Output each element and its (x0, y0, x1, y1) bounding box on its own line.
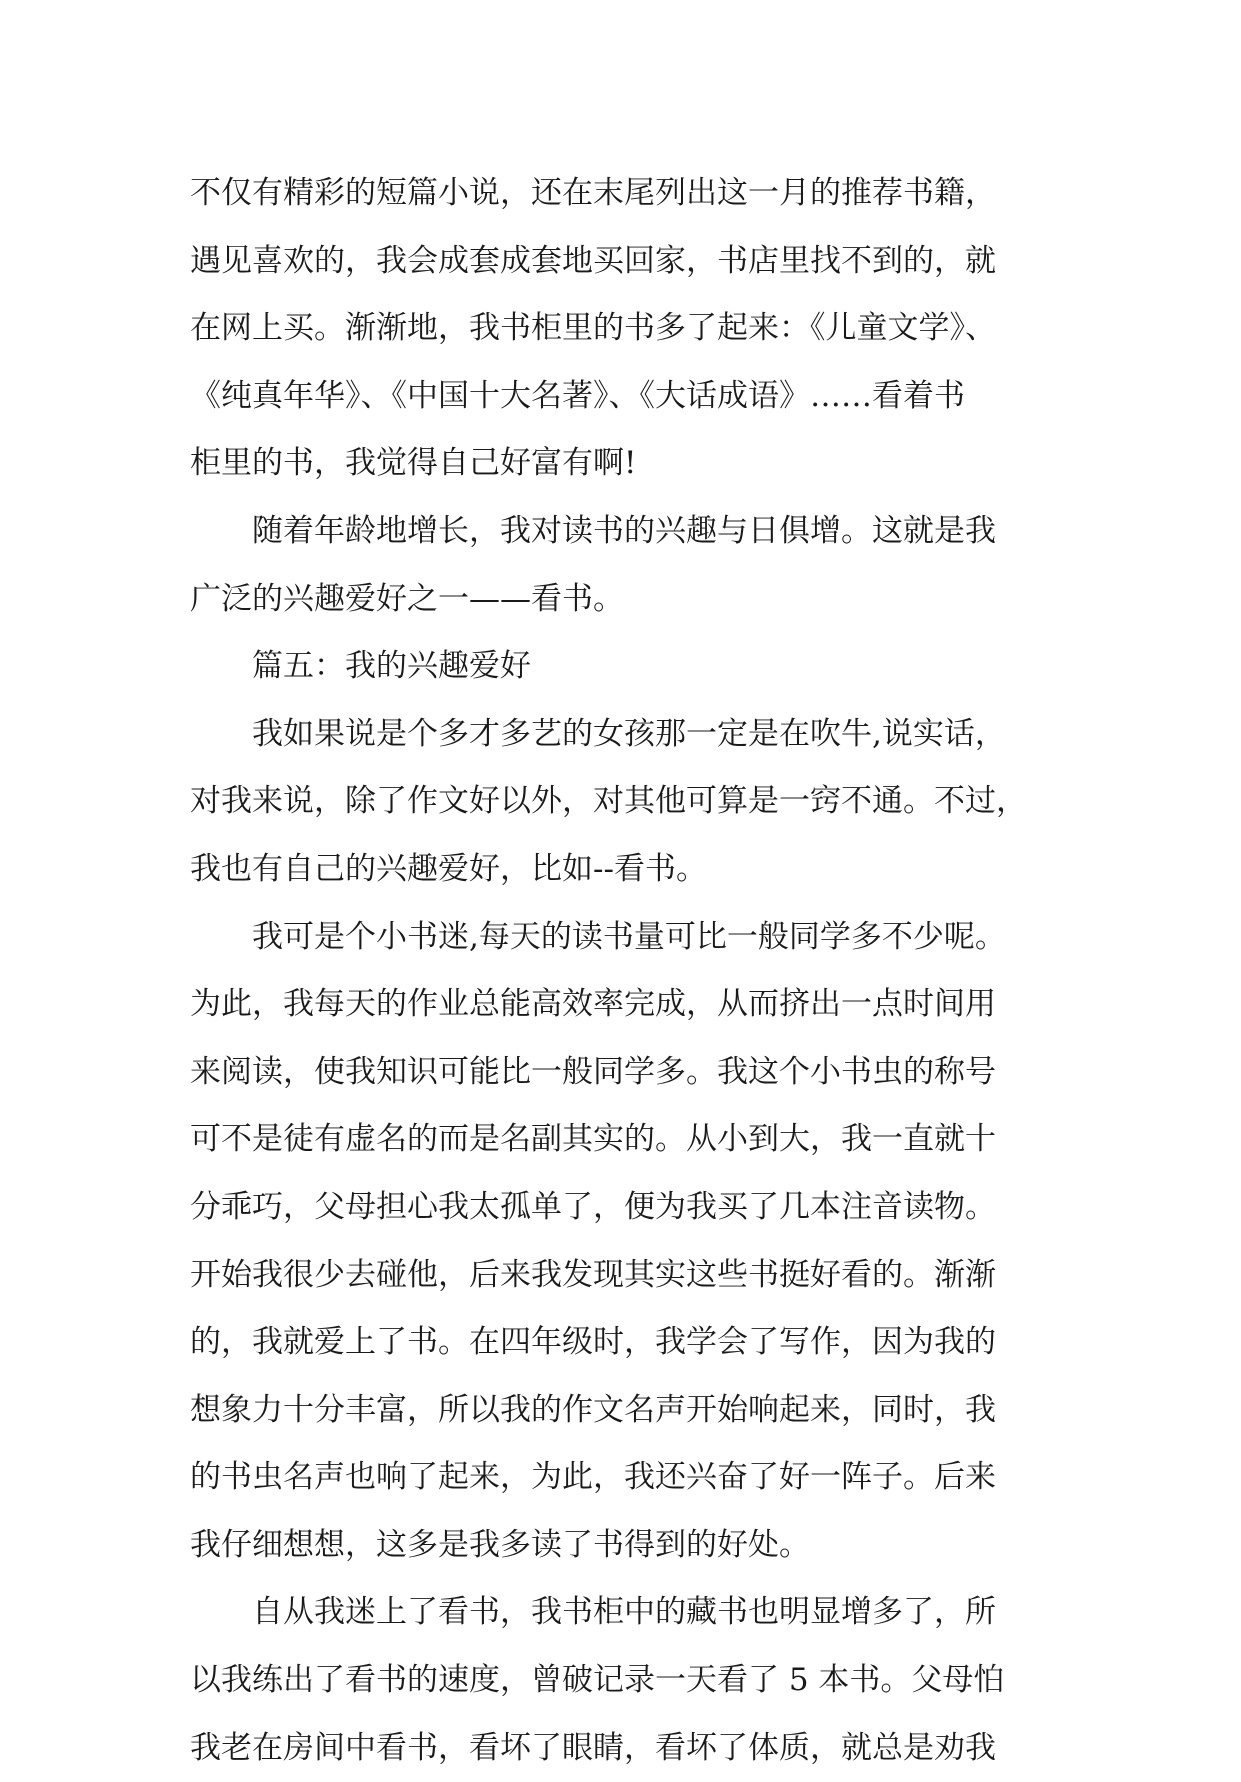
text-line: 为此，我每天的作业总能高效率完成，从而挤出一点时间用 (190, 986, 996, 1023)
text-line: 的，我就爱上了书。在四年级时，我学会了写作，因为我的 (190, 1324, 996, 1361)
text-line: 来阅读，使我知识可能比一般同学多。我这个小书虫的称号 (190, 1053, 996, 1090)
text-line: 在网上买。渐渐地，我书柜里的书多了起来：《儿童文学》、 (190, 310, 996, 347)
text-line: 自从我迷上了看书，我书柜中的藏书也明显增多了，所 (252, 1594, 996, 1631)
text-line: 我也有自己的兴趣爱好，比如--看书。 (190, 850, 707, 887)
text-line: 我仔细想想，这多是我多读了书得到的好处。 (190, 1526, 810, 1563)
text-line: 不仅有精彩的短篇小说，还在末尾列出这一月的推荐书籍， (190, 175, 996, 211)
text-line: 篇五：我的兴趣爱好 (252, 648, 531, 685)
text-line: 广泛的兴趣爱好之一——看书。 (190, 580, 624, 617)
text-line: 《纯真年华》、《中国十大名著》、《大话成语》……看着书 (190, 377, 965, 414)
text-line: 的书虫名声也响了起来，为此，我还兴奋了好一阵子。后来 (190, 1459, 996, 1496)
text-line: 分乖巧，父母担心我太孤单了，便为我买了几本注音读物。 (190, 1188, 996, 1225)
text-line: 我可是个小书迷,每天的读书量可比一般同学多不少呢。 (252, 918, 1006, 955)
text-line: 以我练出了看书的速度，曾破记录一天看了 5 本书。父母怕 (190, 1662, 1005, 1699)
text-line: 开始我很少去碰他，后来我发现其实这些书挺好看的。渐渐 (190, 1256, 996, 1293)
text-line: 我老在房间中看书，看坏了眼睛，看坏了体质，就总是劝我 (190, 1729, 996, 1766)
text-line: 对我来说，除了作文好以外，对其他可算是一窍不通。不过， (190, 783, 1027, 820)
text-line: 我如果说是个多才多艺的女孩那一定是在吹牛,说实话， (252, 715, 1006, 752)
text-line: 想象力十分丰富，所以我的作文名声开始响起来，同时，我 (190, 1391, 996, 1428)
text-line: 遇见喜欢的，我会成套成套地买回家，书店里找不到的，就 (190, 242, 996, 279)
text-line: 可不是徒有虚名的而是名副其实的。从小到大，我一直就十 (190, 1121, 996, 1158)
body-text (190, 160, 1070, 1782)
text-line: 柜里的书，我觉得自己好富有啊! (190, 445, 637, 482)
text-line: 随着年龄地增长，我对读书的兴趣与日俱增。这就是我 (252, 512, 996, 549)
